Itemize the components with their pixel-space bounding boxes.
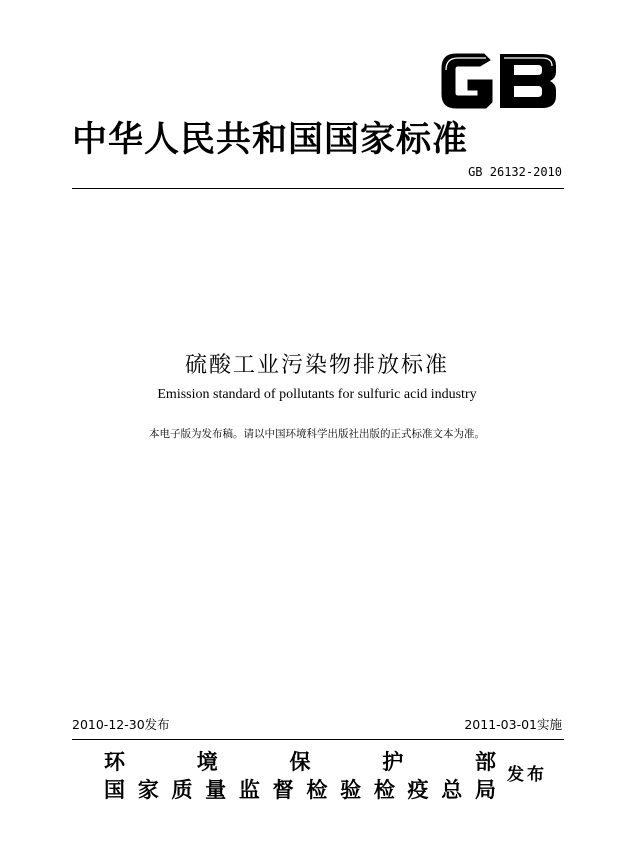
document-title-chinese: 硫酸工业污染物排放标准 [184, 353, 449, 378]
issuer-ministry-of-environmental-protection: 环 境 保 护 部 [104, 750, 496, 774]
national-standard-title: 中华人民共和国国家标准 [72, 120, 469, 160]
issuer-aqsiq: 国 家 质 量 监 督 检 验 检 疫 总 局 [104, 778, 496, 802]
implementation-date: 2011-03-01实施 [464, 717, 562, 732]
electronic-version-note: 本电子版为发布稿。请以中国环境科学出版社出版的正式标准文本为准。 [149, 428, 485, 440]
issue-date: 2010-12-30发布 [72, 717, 170, 732]
publish-label: 发布 [507, 765, 547, 785]
standard-number: GB 26132-2010 [468, 165, 562, 179]
footer-divider [72, 739, 564, 740]
header-divider [72, 188, 564, 189]
gb-logo [438, 50, 560, 112]
document-title-english: Emission standard of pollutants for sulfuric acid industry [157, 387, 477, 402]
gb-logo-graphic [438, 50, 560, 112]
